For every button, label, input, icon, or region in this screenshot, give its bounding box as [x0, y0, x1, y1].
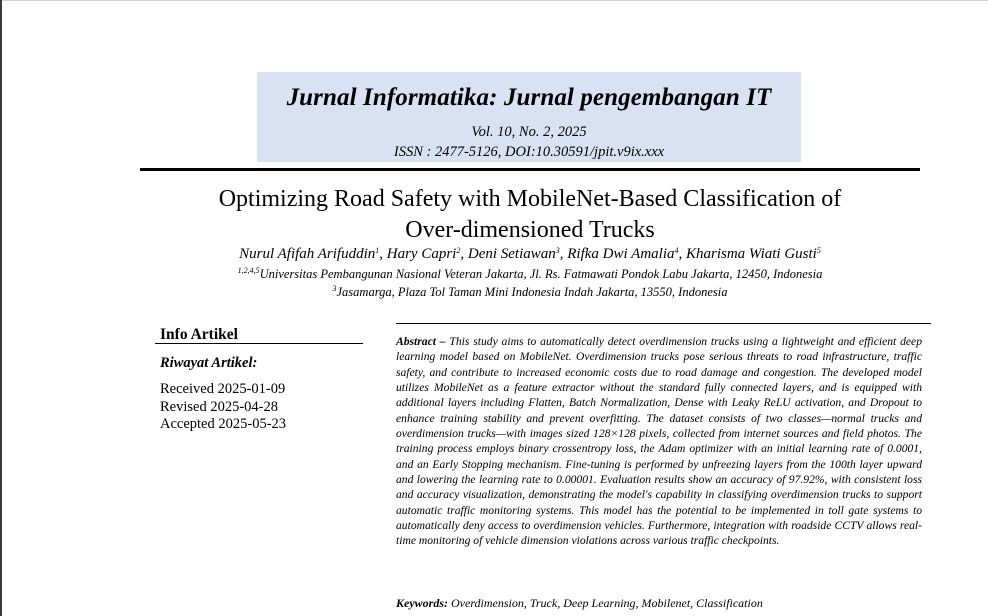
abstract-divider: [396, 323, 931, 324]
affiliation-2-text: Jasamarga, Plaza Tol Taman Mini Indonesia Indah Jakarta, 13550, Indonesia: [336, 285, 728, 299]
keywords-label: Keywords:: [396, 596, 448, 610]
affiliation-2: [140, 284, 920, 300]
journal-volume: Vol. 10, No. 2, 2025: [471, 124, 587, 140]
author-name: Nurul Afifah Arifuddin: [239, 246, 376, 262]
revised-date: Revised 2025-04-28: [160, 399, 278, 415]
journal-header: [257, 72, 801, 162]
author-affiliation-mark: 1: [375, 246, 380, 255]
paper-title-line1: Optimizing Road Safety with MobileNet-Based Classification of: [218, 186, 842, 212]
author-affiliation-mark: 3: [555, 246, 560, 255]
keywords-text: Overdimension, Truck, Deep Learning, Mobilenet, Classification: [451, 596, 763, 610]
affiliation-1-mark: 1,2,4,5: [237, 266, 260, 275]
author-affiliation-mark: 2: [456, 246, 461, 255]
keywords: [396, 596, 936, 611]
abstract-label: Abstract –: [396, 335, 446, 348]
journal-issn-doi: ISSN : 2477-5126, DOI:10.30591/jpit.v9ix.xxx: [393, 144, 665, 160]
received-date: Received 2025-01-09: [160, 381, 286, 397]
journal-title: Jurnal Informatika: Jurnal pengembangan IT: [286, 84, 772, 111]
info-artikel-heading: Info Artikel: [160, 326, 238, 343]
author-name: Kharisma Wiati Gusti: [686, 246, 817, 262]
abstract: [396, 334, 922, 549]
article-history-heading: Riwayat Artikel:: [160, 355, 258, 371]
affiliation-1-text: Universitas Pembangunan Nasional Veteran Jakarta, Jl. Rs. Fatmawati Pondok Labu Jakarta, 12450, Indonesia: [259, 267, 823, 281]
affiliation-1: [140, 266, 920, 282]
header-divider: [140, 168, 920, 171]
affiliation-2-mark: 3: [332, 284, 337, 293]
paper-title-line2: Over-dimensioned Trucks: [405, 217, 655, 243]
author-name: Hary Capri: [386, 246, 457, 262]
author-name: Deni Setiawan: [467, 246, 556, 262]
author-affiliation-mark: 5: [816, 246, 821, 255]
page-top-border: [0, 0, 988, 1]
page-left-border: [0, 0, 2, 616]
accepted-date: Accepted 2025-05-23: [160, 416, 287, 432]
abstract-text: This study aims to automatically detect overdimension trucks using a lightweight and efficient deep learning model based on MobileNet. Overdimension trucks pose serious threats to road infrastructure, traffic safety, and contribute to increased economic costs due to road damage and congestion. The developed model utilizes MobileNet as a feature extractor without the standard fully connected layers, and is equipped with additional layers including Flatten, Batch Normalization, Dense with Leaky ReLU activation, and Dropout to enhance training stability and prevent overfitting. The dataset consists of two classes—normal trucks and overdimension trucks—with images sized 128×128 pixels, collected from internet sources and field photos. The training process employs binary crossentropy loss, the Adam optimizer with an initial learning rate of 0.0001, and an Early Stopping mechanism. Fine-tuning is performed by unfreezing layers from the 100th layer upward and lowering the learning rate to 0.00001. Evaluation results show an accuracy of 97.92%, with consistent loss and accuracy visualization, demonstrating the model's capability in classifying overdimension trucks to support automatic traffic monitoring systems. This model has the potential to be implemented in toll gate systems to automatically deny access to overdimension vehicles. Furthermore, integration with roadside CCTV allows real-time monitoring of vehicle dimension violations across various traffic checkpoints.: [396, 335, 922, 548]
info-divider: [155, 343, 363, 344]
author-name: Rifka Dwi Amalia: [567, 246, 675, 262]
author-list: Nurul Afifah Arifuddin$^1$, Hary Capri$^2$, Deni Setiawan$^3$, Rifka Dwi Amalia$^4$, Kharisma Wiati Gusti$^5$: [239, 246, 821, 262]
author-affiliation-mark: 4: [674, 246, 679, 255]
paper-title: [140, 184, 920, 246]
